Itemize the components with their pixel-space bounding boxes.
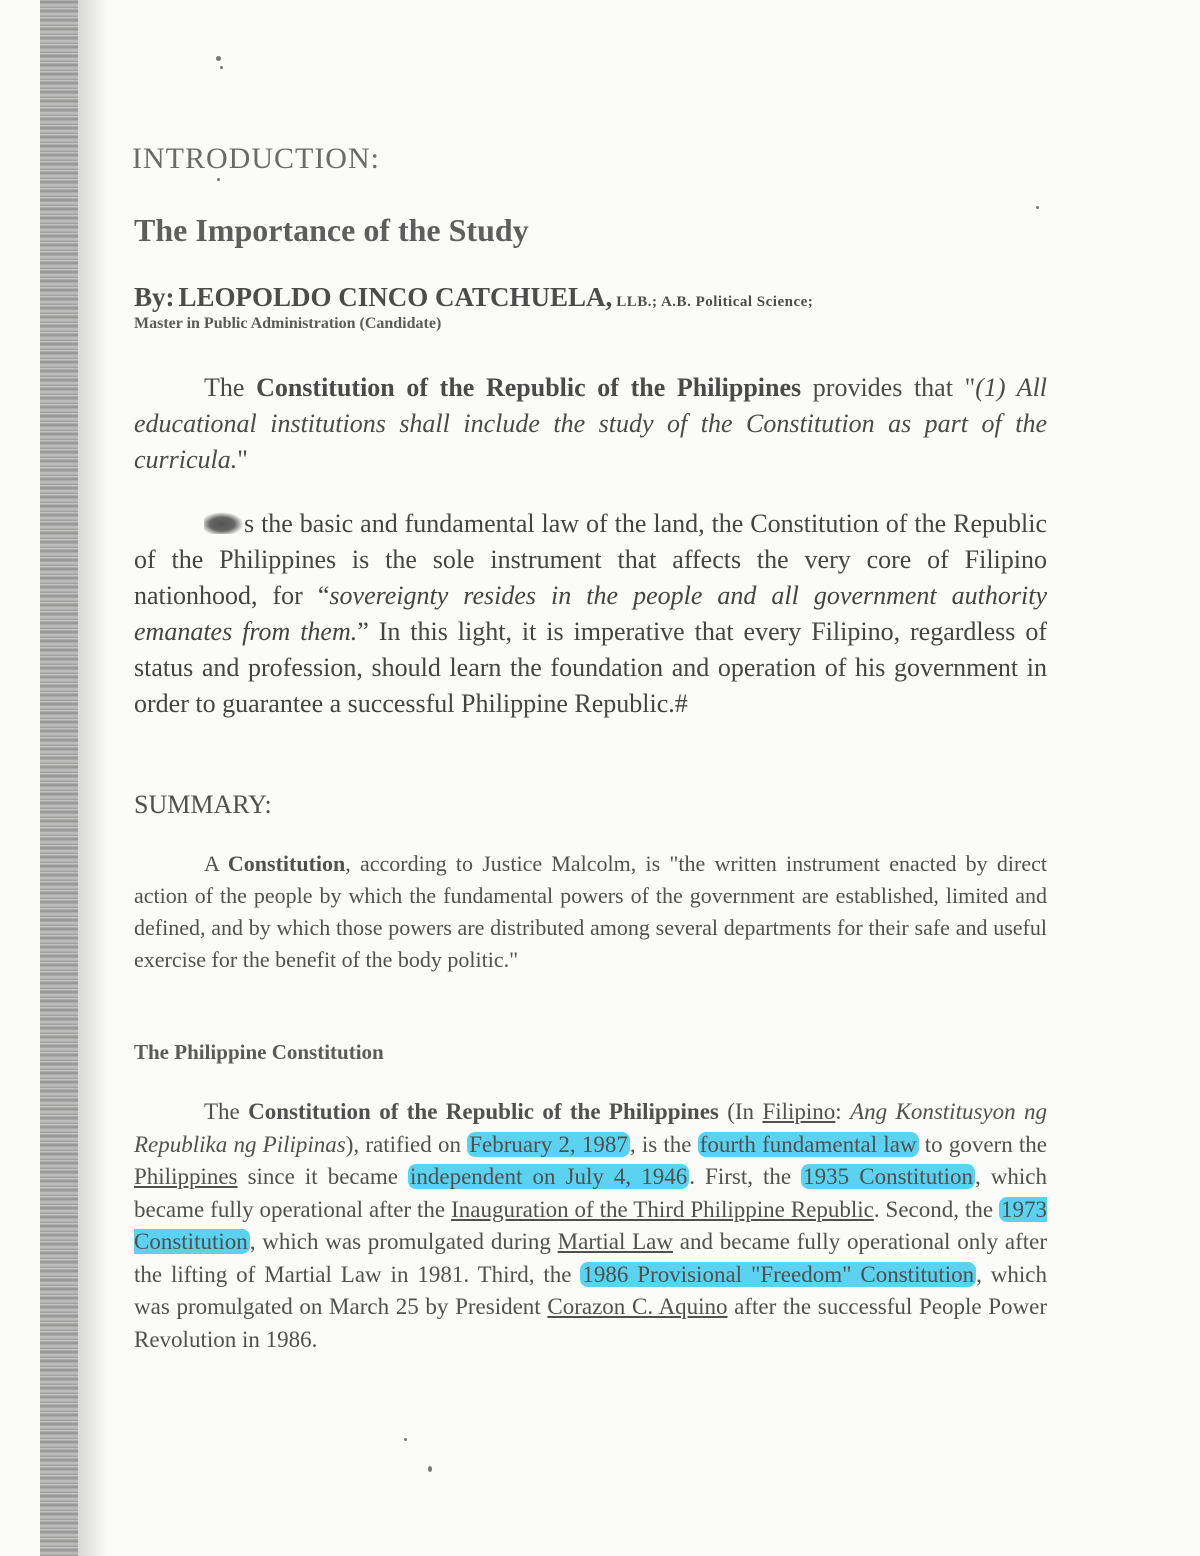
italic-quote: sovereignty resides in the people and all government authority emanates from them.	[134, 581, 1047, 646]
author-byline	[134, 282, 1049, 333]
summary-heading: SUMMARY:	[134, 790, 272, 819]
text-run: . First, the	[689, 1164, 802, 1189]
philippine-constitution-heading: The Philippine Constitution	[134, 1040, 384, 1064]
underlined-link[interactable]: Philippines	[134, 1164, 238, 1189]
text-run: , according to Justice Malcolm, is "the written instrument enacted by direct action of the people by which the fundamental powers of the government are established, limited and defined, and by which those powers are distributed among several departments for their safe and useful exercise for the benefit of the body politic."	[134, 851, 1047, 972]
underlined-link[interactable]: Inauguration of the Third Philippine Republic	[451, 1196, 874, 1222]
text-run: , which was promulgated on March 25 by President	[134, 1261, 1048, 1319]
text-run: A	[204, 851, 228, 876]
text-run: s the basic and fundamental law of the land, the Constitution of the Republic of the Philippines is the sole instrument that affects the very core of Filipino nationhood, for “	[134, 509, 1047, 610]
highlighted-independence: independent on July 4, 1946	[410, 1164, 688, 1189]
paragraph-constitution-mandate	[134, 370, 1047, 478]
importance-heading: The Importance of the Study	[134, 212, 529, 248]
text-run: , which was promulgated during	[249, 1229, 558, 1254]
bold-run: Constitution	[227, 851, 346, 876]
introduction-heading: INTRODUCTION:	[132, 142, 380, 175]
paragraph-constitution-history	[134, 1096, 1047, 1356]
text-run: The	[204, 373, 257, 402]
italic-run: Ang Konstitusyon ng Republika ng Pilipinas	[134, 1099, 1048, 1157]
underlined-link[interactable]: Corazon C. Aquino	[547, 1294, 728, 1319]
text-run: to govern the	[918, 1131, 1048, 1157]
text-run: The	[204, 1099, 249, 1124]
byline-by: By:	[134, 282, 175, 312]
scan-shadow-edge	[40, 0, 78, 1556]
text-run: after the successful People Power Revolution in 1986.	[134, 1294, 1047, 1352]
highlighted-freedom-constitution: 1986 Provisional "Freedom" Constitution	[582, 1261, 975, 1287]
bold-run: Constitution of the Republic of the Philippines	[248, 1099, 719, 1124]
text-run: "	[237, 445, 248, 474]
text-run: and became fully operational only after the lifting of Martial Law in 1981. Third, the	[134, 1229, 1047, 1287]
highlighted-fourth-law: fourth fundamental law	[699, 1131, 917, 1157]
paragraph-malcolm-definition	[134, 848, 1047, 976]
text-run: :	[835, 1099, 851, 1124]
paragraph-fundamental-law	[134, 506, 1047, 722]
underlined-link[interactable]: Filipino	[762, 1099, 836, 1124]
underlined-link[interactable]: Martial Law	[557, 1229, 673, 1254]
text-run: (In	[718, 1099, 763, 1124]
text-run: since it became	[237, 1164, 408, 1189]
text-run: ” In this light, it is imperative that every Filipino, regardless of status and profession, should learn the foundation and operation of his government in order to guarantee a successful Philippine Republic.#	[134, 617, 1047, 718]
bold-run: Constitution of the Republic of the Philippines	[256, 373, 802, 402]
text-run: , which became fully operational after the	[134, 1164, 1047, 1222]
byline-degree: Master in Public Administration (Candidate)	[134, 315, 442, 332]
ink-blot-mark	[204, 512, 244, 534]
byline-author: LEOPOLDO CINCO CATCHUELA,	[178, 282, 613, 312]
text-run: provides that "	[801, 373, 976, 402]
scan-shadow-fade	[78, 0, 108, 1556]
highlighted-date: February 2, 1987	[469, 1131, 628, 1157]
highlighted-1935-constitution: 1935 Constitution	[803, 1164, 973, 1189]
highlighted-1973-constitution: 1973 Constitution	[134, 1196, 1048, 1254]
text-run: , is the	[629, 1131, 698, 1157]
byline-credentials: LLB.; A.B. Political Science;	[616, 294, 814, 310]
text-run: ), ratified on	[345, 1131, 468, 1157]
text-run: . Second, the	[873, 1196, 1000, 1222]
italic-quote: (1) All educational institutions shall include the study of the Constitution as part of the curricula.	[134, 373, 1048, 474]
